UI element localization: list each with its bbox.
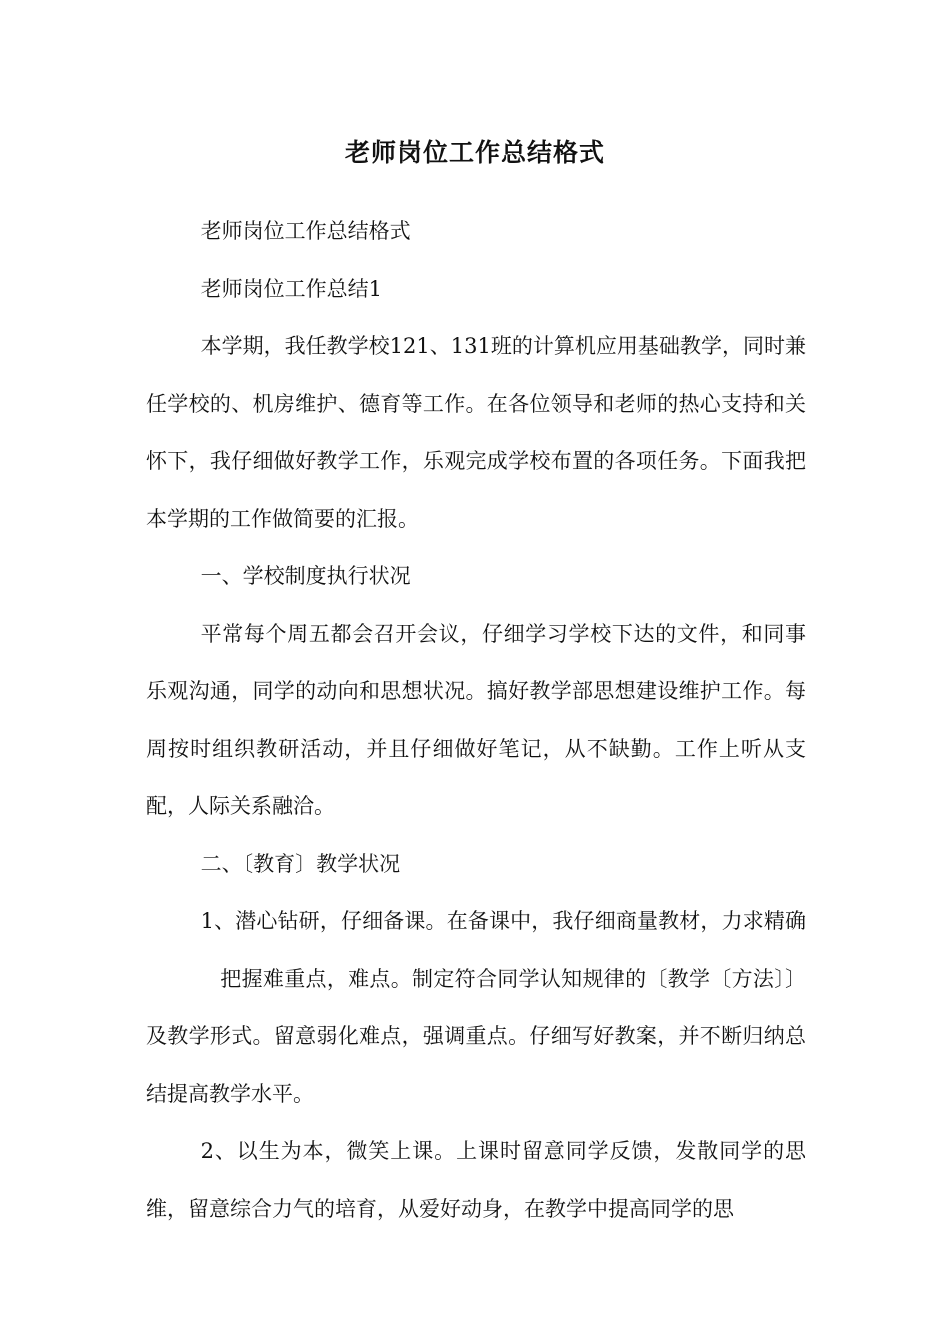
teaching-paragraph-1 xyxy=(146,893,806,1123)
section-heading-1: 老师岗位工作总结1 xyxy=(200,276,382,301)
document-title: 老师岗位工作总结格式 xyxy=(344,138,605,167)
subtitle-paragraph: 老师岗位工作总结格式 xyxy=(200,219,411,243)
heading-teaching: 二、〔教育〕教学状况 xyxy=(200,851,401,876)
heading-school-system: 一、学校制度执行状况 xyxy=(200,564,411,588)
teaching-paragraph-1-part-a: 1、潜心钻研，仔细备课。在备课中，我仔细商量教材，力求精确 xyxy=(200,909,806,933)
school-system-paragraph: 平常每个周五都会召开会议，仔细学习学校下达的文件，和同事乐观沟通，同学的动向和思想状况。搞好教学部思想建设维护工作。每周按时组织教研活动，并且仔细做好笔记，从不缺勤。工作上听从支配，人际关系融洽。 xyxy=(146,621,806,818)
intro-paragraph: 本学期，我任教学校121、131班的计算机应用基础教学，同时兼任学校的、机房维护、德育等工作。在各位领导和老师的热心支持和关怀下，我仔细做好教学工作，乐观完成学校布置的各项任务。下面我把本学期的工作做简要的汇报。 xyxy=(146,334,806,531)
teaching-paragraph-2: 2、以生为本，微笑上课。上课时留意同学反馈，发散同学的思维，留意综合力气的培育，从爱好动身，在教学中提高同学的思 xyxy=(146,1139,806,1221)
teaching-paragraph-1-part-b: 把握难重点，难点。制定符合同学认知规律的〔教学〔方法〕〕及教学形式。留意弱化难点，强调重点。仔细写好教案，并不断归纳总结提高教学水平。 xyxy=(146,966,806,1106)
document-body xyxy=(146,203,806,1238)
